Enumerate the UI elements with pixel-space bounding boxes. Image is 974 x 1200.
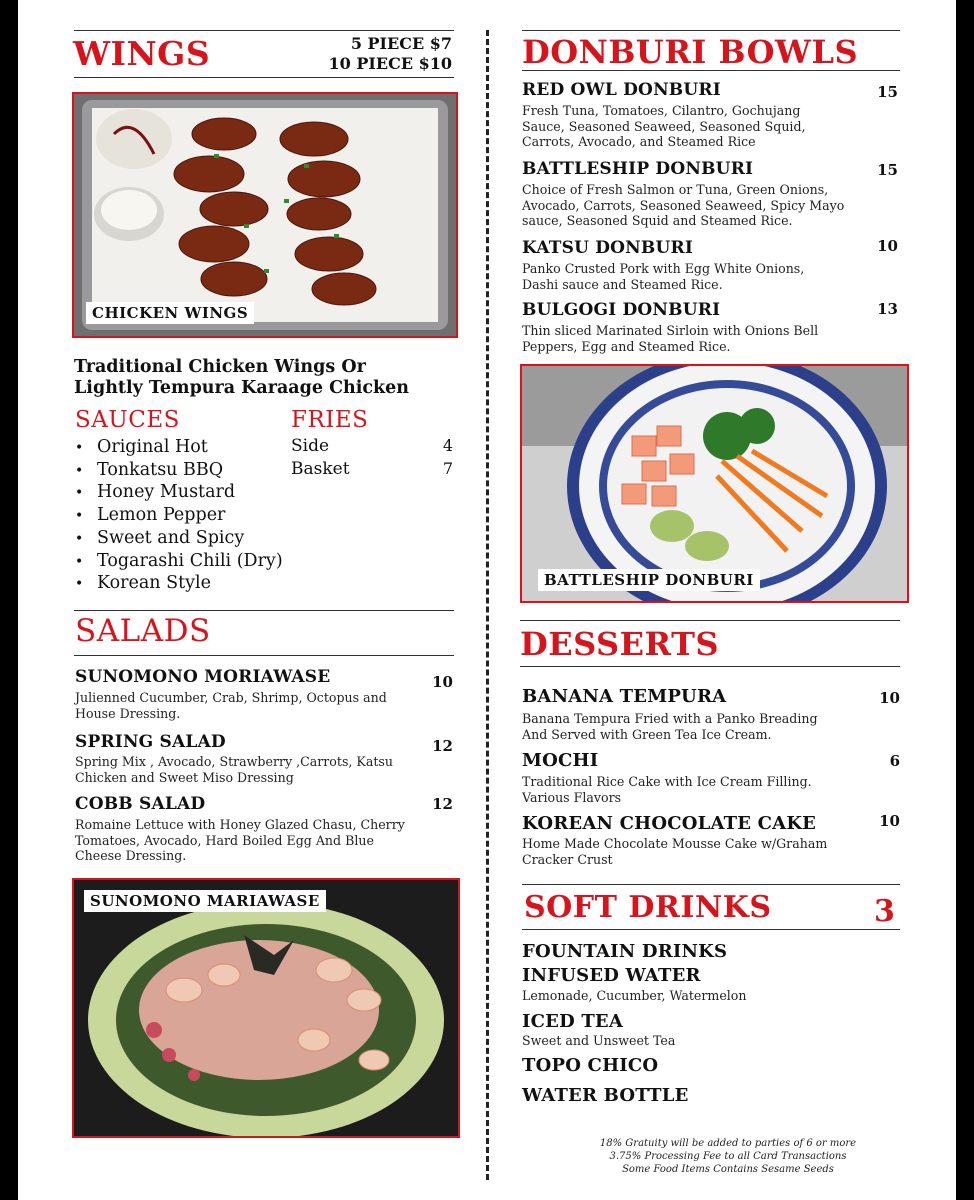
dessert-item-desc: Home Made Chocolate Mousse Cake w/Graham Cracker Crust [522,836,828,867]
soft-drinks-price: 3 [874,894,896,929]
sauce-item: • Lemon Pepper [75,505,283,528]
dessert-item-name: KOREAN CHOCOLATE CAKE [522,813,817,834]
donburi-title: DONBURI BOWLS [522,33,859,71]
sunomono-photo [72,878,460,1138]
section-rule [520,620,900,621]
section-rule [522,30,900,31]
chicken-wings-image [74,94,456,336]
sauce-item: • Original Hot [75,437,283,460]
donburi-item-desc: Thin sliced Marinated Sirloin with Onions Bell Peppers, Egg and Steamed Rice. [522,323,819,354]
donburi-item-name: BULGOGI DONBURI [522,300,721,320]
drink-item-name: INFUSED WATER [522,965,701,986]
soft-drinks-title: SOFT DRINKS [524,890,772,925]
wings-pricing [329,34,452,74]
wings-price-5: 5 PIECE $7 [350,34,452,53]
salad-item-name: SUNOMONO MORIAWASE [75,667,331,687]
salads-title: SALADS [75,613,211,649]
drink-item-name: FOUNTAIN DRINKS [522,941,728,962]
donburi-item-price: 13 [877,300,898,318]
donburi-item-name: RED OWL DONBURI [522,80,721,100]
chicken-wings-photo [72,92,458,338]
salad-item-name: SPRING SALAD [75,732,226,752]
section-rule [522,884,900,885]
desserts-title: DESSERTS [520,625,719,663]
donburi-item-name: BATTLESHIP DONBURI [522,159,754,179]
footer-note: 3.75% Processing Fee to all Card Transactions [609,1151,847,1162]
dessert-item-price: 10 [879,689,900,707]
drink-item-desc: Lemonade, Cucumber, Watermelon [522,988,747,1003]
salad-item-desc: Romaine Lettuce with Honey Glazed Chasu, Cherry Tomatoes, Avocado, Hard Boiled Egg And Blue Cheese Dressing. [75,817,405,863]
salad-item-price: 10 [432,673,453,691]
fries-basket-label: Basket [291,459,350,479]
sauce-item: • Tonkatsu BBQ [75,460,283,483]
wings-price-10: 10 PIECE $10 [328,54,452,73]
salad-item-price: 12 [432,795,453,813]
dessert-item-name: BANANA TEMPURA [522,686,727,707]
column-divider [486,30,489,1180]
dessert-item-price: 10 [879,812,900,830]
donburi-item-desc: Choice of Fresh Salmon or Tuna, Green Onions, Avocado, Carrots, Seasoned Seaweed, Spicy Mayo sauce, Seasoned Squid and Steamed Rice. [522,182,845,228]
section-rule [522,929,900,930]
donburi-item-price: 10 [877,237,898,255]
drink-item-name: TOPO CHICO [522,1055,659,1076]
drink-item-name: ICED TEA [522,1011,624,1032]
sauces-list [75,437,283,596]
footer-notes [578,1137,878,1176]
footer-note: 18% Gratuity will be added to parties of 6 or more [599,1138,857,1149]
sunomono-image [74,880,458,1136]
donburi-item-price: 15 [877,161,898,179]
donburi-item-price: 15 [877,83,898,101]
section-rule [522,70,900,71]
donburi-item-name: KATSU DONBURI [522,238,693,258]
section-rule [74,655,454,656]
footer-note: Some Food Items Contains Sesame Seeds [622,1164,834,1175]
sauce-item: • Korean Style [75,573,283,596]
battleship-donburi-photo [520,364,909,603]
wings-description: Traditional Chicken Wings Or Lightly Tempura Karaage Chicken [74,357,410,398]
section-rule [520,666,900,667]
salad-item-name: COBB SALAD [75,794,206,814]
section-rule [74,30,454,31]
chicken-wings-caption: CHICKEN WINGS [86,302,254,324]
fries-side-label: Side [291,436,330,456]
battleship-donburi-image [522,366,907,601]
donburi-item-desc: Fresh Tuna, Tomatoes, Cilantro, Gochujang Sauce, Seasoned Seaweed, Seasoned Squid, Carrots, Avocado, and Steamed Rice [522,103,806,149]
sauce-item: • Sweet and Spicy [75,528,283,551]
sauce-item: • Togarashi Chili (Dry) [75,551,283,574]
fries-side-price: 4 [442,436,453,455]
donburi-item-desc: Panko Crusted Pork with Egg White Onions, Dashi sauce and Steamed Rice. [522,261,805,292]
menu-page [18,0,956,1200]
sauces-title: SAUCES [75,407,180,433]
fries-title: FRIES [291,407,369,433]
battleship-donburi-caption: BATTLESHIP DONBURI [538,569,760,591]
dessert-item-desc: Traditional Rice Cake with Ice Cream Filling. Various Flavors [522,774,812,805]
dessert-item-price: 6 [889,752,900,770]
fries-basket-price: 7 [442,459,453,478]
salad-item-desc: Spring Mix , Avocado, Strawberry ,Carrots, Katsu Chicken and Sweet Miso Dressing [75,754,393,785]
sunomono-caption: SUNOMONO MARIAWASE [84,890,326,912]
drink-item-name: WATER BOTTLE [522,1085,689,1106]
section-rule [74,610,454,611]
sauce-item: • Honey Mustard [75,482,283,505]
drink-item-desc: Sweet and Unsweet Tea [522,1033,676,1048]
section-rule [74,77,454,78]
dessert-item-desc: Banana Tempura Fried with a Panko Breading And Served with Green Tea Ice Cream. [522,711,818,742]
salad-item-desc: Julienned Cucumber, Crab, Shrimp, Octopus and House Dressing. [75,690,387,721]
wings-title: WINGS [73,34,211,73]
dessert-item-name: MOCHI [522,750,599,771]
salad-item-price: 12 [432,737,453,755]
